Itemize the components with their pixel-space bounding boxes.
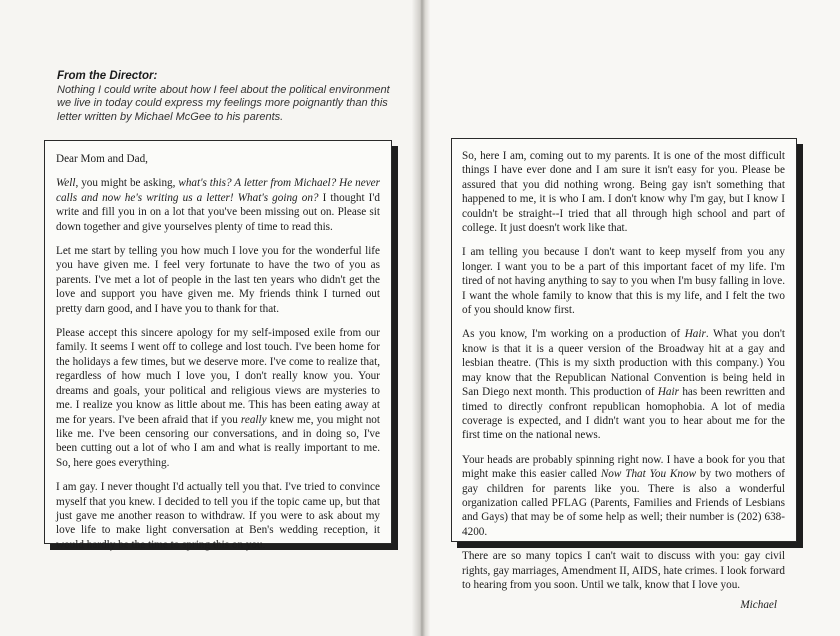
intro-body: Nothing I could write about how I feel about the political environment we live in today could express my feelings more poignantly than this letter written by Michael McGee to his parents. bbox=[57, 83, 390, 123]
letter-paragraph: I am gay. I never thought I'd actually tell you that. I've tried to convince myself that you knew. I decided to tell you if the topic came up, but that just gave me another reason to withdraw. If you were to ask about my love life to make light conversation at Ben's wedding reception, it would hardly be the time to spring this on you. bbox=[56, 481, 380, 551]
book-spine bbox=[412, 0, 430, 636]
salutation: Dear Mom and Dad, bbox=[56, 153, 148, 165]
letter-paragraph: There are so many topics I can't wait to discuss with you: gay civil rights, gay marriages, Amendment II, AIDS, hate crimes. I look forward to hearing from you soon. Until we talk, know that I love you. bbox=[462, 550, 785, 591]
letter-paragraph: Let me start by telling you how much I love you for the wonderful life you have given me. I feel very fortunate to have the two of you as parents. I've met a lot of people in the last ten years who didn't get the love and support you have given me. My friends think I turned out pretty darn good, and I have you to thank for that. bbox=[56, 245, 380, 315]
letter-paragraph: Please accept this sincere apology for my self-imposed exile from our family. It seems I went off to college and lost touch. I've been home for the holidays a few times, but we deserve more. I've come to realize that, regardless of how much I love you, I don't really know you. Your dreams and goals, your political and religious views are mysteries to me. I realize you know as little about me. This has been eating away at me for years. I've been afraid that if you really knew me, you might not like me. I've been censoring our conversations, and in doing so, I've been cutting out a lot of who I am and what is really important to me. So, here goes everything. bbox=[56, 327, 380, 469]
letter-left-box bbox=[44, 140, 392, 551]
letter-paragraph: So, here I am, coming out to my parents. It is one of the most difficult things I have ever done and I am sure it isn't easy for you. Please be assured that you did nothing wrong. Being gay isn't something that happened to me, it is who I am. I don't know why I'm gay, but I know I couldn't be straight--I tried that all through high school and part of college. It just doesn't work like that. bbox=[462, 150, 785, 235]
director-intro bbox=[57, 70, 397, 124]
letter-right-box bbox=[451, 138, 797, 612]
letter-paragraph: Well, you might be asking, what's this? A letter from Michael? He never calls and now he's writing us a letter! What's going on? I thought I'd write and fill you in on a lot that you've been missing out on. Please sit down together and give yourselves plenty of time to read this. bbox=[56, 177, 381, 233]
signature: Michael bbox=[740, 599, 777, 612]
letter-paragraph: Your heads are probably spinning right now. I have a book for you that might make this easier called Now That You Know by two mothers of gay children for parents like you. There is also a wonderful organization called PFLAG (Parents, Families and Friends of Lesbians and Gays) that may be of some help as well; their number is (202) 638-4200. bbox=[462, 453, 786, 538]
letter-paragraph: As you know, I'm working on a production of Hair. What you don't know is that it is a queer version of the Broadway hit at a gay and lesbian theatre. (This is my sixth production with this company.) You may know that the Republican National Convention is being held in San Diego next month. This production of Hair has been rewritten and timed to directly confront republican homophobia. A lot of media coverage is expected, and I didn't want you to hear about me for the first time on the national news. bbox=[462, 328, 785, 442]
letter-paragraph: I am telling you because I don't want to keep myself from you any longer. I want you to be a part of this important facet of my life. I'm tired of not having anything to say to you when I'm busy falling in love. I want the whole family to know that this is my life, and I felt the two of you should know first. bbox=[462, 246, 785, 317]
intro-heading: From the Director: bbox=[57, 70, 158, 82]
